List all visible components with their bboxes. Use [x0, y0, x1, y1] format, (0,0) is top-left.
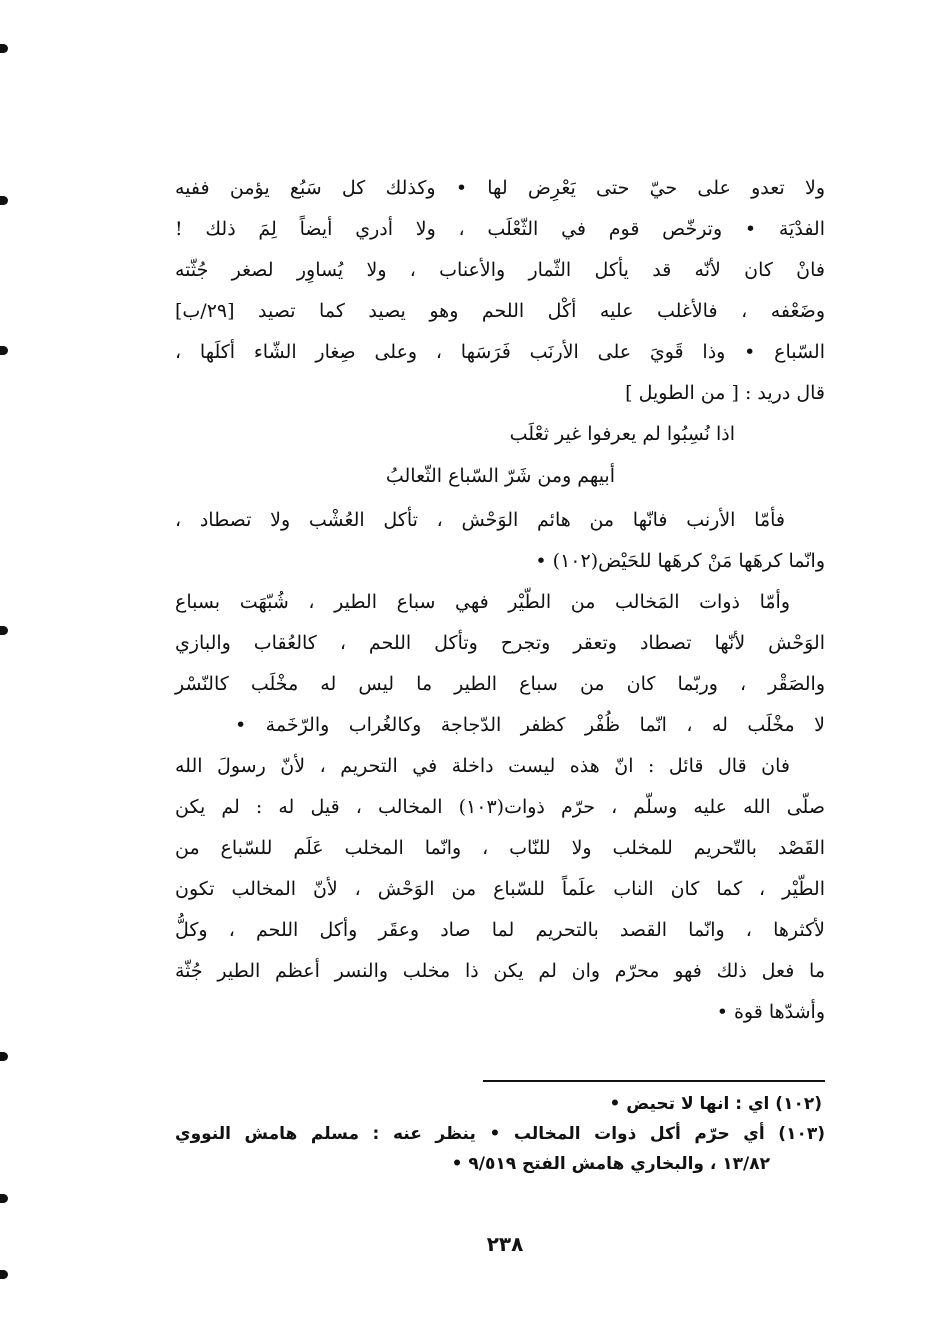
binding-mark — [0, 196, 8, 205]
text-line: فان قال قائل : انّ هذه ليست داخلة في التحريم ، لأنّ رسولَ الله — [175, 755, 790, 777]
text-line: الفدْيَة • وترخّص قوم في الثّعْلَب ، ولا أدري أيضاً لِمَ ذلك ! — [175, 218, 825, 240]
text-line: وضَعْفه ، فالأغلب عليه أكْل اللحم وهو يصيد كما تصيد [٢٩/ب] — [175, 300, 825, 322]
text-line: فأمّا الأرنب فانّها من هائم الوَحْش ، تأكل العُشْب ولا تصطاد ، — [175, 509, 785, 531]
text-line: صلّى الله عليه وسلّم ، حرّم ذوات(١٠٣) المخالب ، قيل له : لم يكن — [175, 796, 825, 818]
binding-mark — [0, 1052, 8, 1061]
text-line: وأشدّها قوة • — [716, 1001, 825, 1023]
text-line: السّباع • وذا قَويَ على الأرنَب فَرَسَها ، وعلى صِغار الشّاء أكلَها ، — [175, 341, 825, 363]
text-line: وأمّا ذوات المَخالب من الطّيْر فهي سباع الطير ، شُبّهَت بسباع — [175, 591, 790, 613]
verse-line: أبيهم ومن شَرّ السّباع الثّعالبُ — [385, 465, 615, 487]
text-line: لأكثرها ، وانّما القصد بالتحريم لما صاد وعقَر وأكل اللحم ، وكلُّ — [175, 919, 825, 941]
body-text — [175, 168, 825, 428]
text-line: القَصْد بالتّحريم للمخلب ولا للنّاب ، وانّما المخلب عَلَم للسّباع من — [175, 837, 825, 859]
binding-mark — [0, 1194, 8, 1203]
binding-mark — [0, 346, 8, 355]
text-line: ما فعل ذلك فهو محرّم وان لم يكن ذا مخلب والنسر أعظم الطير جُثّة — [175, 960, 825, 982]
text-line: قال دريد : [ من الطويل ] — [625, 382, 825, 404]
binding-mark — [0, 44, 8, 53]
text-line: لا مخْلَب له ، انّما ظُفْر كظفر الدّجاجة وكالغُراب والرّخَمة • — [235, 714, 825, 736]
body-text — [175, 500, 825, 1060]
footnote-divider — [483, 1080, 825, 1082]
footnote: (١٠٢) اي : انها لا تحيض • — [609, 1094, 822, 1114]
text-line: وانّما كرهَها مَنْ كرهَها للحَيْض(١٠٢) • — [535, 550, 825, 572]
text-line: فانْ كان لأنّه قد يأكل الثّمار والأعناب ، ولا يُساوِر لصغر جُثّته — [175, 259, 825, 281]
binding-mark — [0, 1270, 8, 1279]
text-line: والصَقْر ، وربّما كان من سباع الطير ما ليس له مخْلَب كالنّسْر — [175, 673, 825, 695]
footnote: (١٠٣) أي حرّم أكل ذوات المخالب • ينظر عنه : مسلم هامش النووي — [175, 1124, 825, 1144]
footnote: ١٣/٨٢ ، والبخاري هامش الفتح ٩/٥١٩ • — [451, 1154, 770, 1174]
text-line: الوَحْش لأنّها تصطاد وتعقر وتجرح وتأكل اللحم ، كالعُقاب والبازي — [175, 632, 825, 654]
binding-mark — [0, 626, 8, 635]
page-number: ٢٣٨ — [486, 1232, 524, 1256]
text-line: ولا تعدو على حيّ حتى يَعْرِض لها • وكذلك كل سَبُع يؤمن ففيه — [175, 177, 825, 199]
text-line: الطّيْر ، كما كان الناب علَماً للسّباع من الوَحْش ، لأنّ المخالب تكون — [175, 878, 825, 900]
verse-line: اذا نُسِبُوا لم يعرفوا غير ثعْلَب — [509, 423, 735, 445]
